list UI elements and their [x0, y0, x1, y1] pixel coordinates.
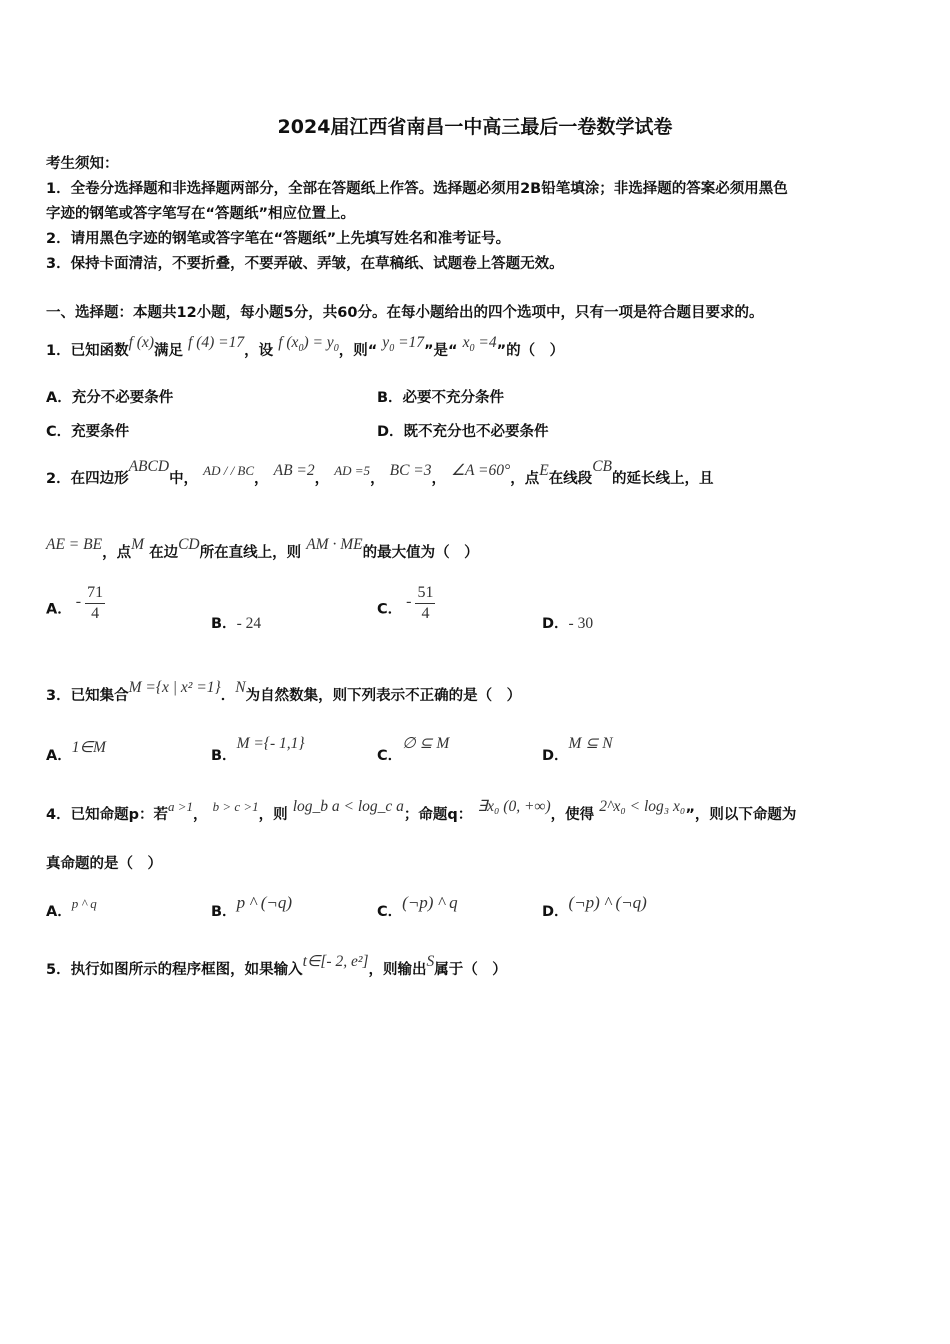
q2-math: BC =3 [389, 462, 432, 479]
q2-option-c[interactable] [377, 584, 435, 630]
q3-math: N [235, 679, 246, 696]
q4-math: log_b a < log_c a [292, 798, 404, 815]
option-value: - 24 [236, 615, 262, 632]
q4-text: ，则 [258, 807, 288, 823]
q1-text: 1．已知函数 [46, 343, 129, 359]
q4-math: ∃x₀ (0, +∞) [477, 798, 551, 815]
fraction: $\frac{51}{4}$ [417, 584, 434, 622]
q2-option-a[interactable] [46, 584, 105, 630]
q4-text: ；命题q： [403, 807, 473, 823]
option-label: C． [377, 748, 403, 764]
q5-text: 5．执行如图所示的程序框图，如果输入 [46, 962, 303, 978]
q1-option-a[interactable]: A．充分不必要条件 [46, 390, 174, 406]
option-label: B． [211, 616, 237, 632]
q1-text: ，设 [244, 343, 274, 359]
q1-text: 满足 [153, 343, 183, 359]
q4-option-b[interactable] [211, 893, 293, 921]
option-label: B． [211, 748, 237, 764]
q2-text: 所在直线上，则 [199, 545, 302, 561]
q2-math: CB [592, 458, 612, 475]
option-value: - 30 [568, 615, 594, 632]
q3-option-a[interactable] [46, 739, 106, 765]
question-3 [46, 679, 522, 705]
q4-math: b > c >1 [212, 799, 259, 814]
q1-option-c[interactable]: C．充要条件 [46, 424, 130, 440]
q2-text: 2．在四边形 [46, 471, 129, 487]
q1-option-d[interactable]: D．既不充分也不必要条件 [377, 424, 549, 440]
q2-math: AD =5 [334, 463, 371, 478]
q1-text: ”是“ [424, 343, 458, 359]
q1-text: ，则“ [338, 343, 378, 359]
q5-text: ，则输出 [368, 962, 427, 978]
q2-text: ，点 [102, 545, 132, 561]
q2-text: 在边 [149, 545, 179, 561]
question-2-line-1: 2．在四边形ABCD中， AD / / BC， AB =2， AD =5， BC =3， ∠A =60°，点E在线段CB的延长线上，且 [46, 458, 714, 487]
option-sign: - [75, 592, 82, 610]
q2-text: ，点 [510, 471, 540, 487]
question-5 [46, 953, 507, 979]
option-label: A． [46, 601, 72, 618]
q1-math: $y_0 =17$ [382, 334, 425, 355]
q2-math: E [539, 462, 549, 479]
notice-item-3: 3．保持卡面清洁，不要折叠，不要弄破、弄皱，在草稿纸、试题卷上答题无效。 [46, 256, 564, 272]
notice-item-1a: 1．全卷分选择题和非选择题两部分，全部在答题纸上作答。选择题必须用2B铅笔填涂；非选择题的答案必须用黑色 [46, 181, 788, 197]
q2-text: 的最大值为（ ） [362, 545, 479, 561]
q2-math: AM · ME [306, 536, 363, 553]
q4-text: ，使得 [550, 807, 595, 823]
option-value: p ^ (¬q) [236, 893, 293, 912]
q2-option-d[interactable] [542, 612, 593, 633]
q2-text: 中， [169, 471, 199, 487]
q1-math: $x_0 =4$ [462, 334, 497, 355]
q5-math: S [426, 953, 435, 970]
option-label: C． [377, 904, 403, 920]
q4-text: ”，则以下命题为 [685, 807, 797, 823]
option-value: M ={- 1,1} [236, 735, 305, 752]
q5-math: t∈[- 2, e²] [302, 953, 369, 970]
option-label: D． [542, 748, 569, 764]
q2-math: M [131, 536, 145, 553]
q2-text: 的延长线上，且 [612, 471, 714, 487]
fraction: $\frac{71}{4}$ [87, 584, 104, 622]
option-label: A． [46, 904, 72, 920]
option-label: B． [211, 904, 237, 920]
notice-item-2: 2．请用黑色字迹的钢笔或答字笔在“答题纸”上先填写姓名和准考证号。 [46, 231, 511, 247]
option-value: M ⊆ N [568, 735, 613, 752]
option-sign: - [406, 592, 412, 610]
option-value: ∅ ⊆ M [402, 735, 450, 752]
q3-option-b[interactable] [211, 735, 305, 765]
q2-option-b[interactable] [211, 612, 261, 633]
q3-math: M ={x | x² =1} [128, 679, 221, 696]
q3-text: 3．已知集合 [46, 688, 129, 704]
q4-math: a >1 [167, 799, 193, 814]
question-4-line-1: 4．已知命题p：若a >1， b > c >1，则 log_b a < log_c a；命题q： ∃x₀ (0, +∞)，使得 2^x₀ < log₃ x₀”，则以下命题为 [46, 798, 797, 823]
option-value: (¬p) ^ q [402, 893, 458, 912]
q2-math: AD / / BC [203, 463, 255, 478]
notice-item-1b: 字迹的钢笔或答字笔写在“答题纸”相应位置上。 [46, 206, 356, 222]
q1-math: f $(x_0) = y_0$ [278, 334, 339, 355]
q4-math: 2^x₀ < log₃ x₀ [599, 798, 686, 815]
question-4-line-2: 真命题的是（ ） [46, 856, 162, 872]
option-label: D． [542, 904, 569, 920]
q1-text: ”的（ ） [496, 343, 565, 359]
q4-option-c[interactable] [377, 893, 458, 921]
q1-math: f (x) [128, 334, 154, 351]
q2-math: ABCD [128, 458, 170, 475]
q4-option-d[interactable] [542, 893, 647, 921]
question-1 [46, 334, 565, 362]
q2-math: CD [178, 536, 200, 553]
q3-option-c[interactable] [377, 735, 450, 765]
q3-option-d[interactable] [542, 735, 613, 765]
section-heading: 一、选择题：本题共12小题，每小题5分，共60分。在每小题给出的四个选项中，只有一项是符合题目要求的。 [46, 305, 764, 321]
q4-option-a[interactable] [46, 896, 97, 921]
q2-math: AB =2 [273, 462, 315, 479]
option-value: 1∈M [71, 739, 106, 756]
q2-math: ∠A =60° [451, 462, 511, 479]
page-title: 2024届江西省南昌一中高三最后一卷数学试卷 [277, 116, 673, 138]
q3-text: 为自然数集，则下列表示不正确的是（ ） [245, 688, 522, 704]
option-value: (¬p) ^ (¬q) [568, 893, 647, 912]
option-value: p ^ q [71, 896, 97, 911]
option-label: A． [46, 748, 72, 764]
option-label: C． [377, 601, 403, 618]
q5-text: 属于（ ） [434, 962, 507, 978]
q3-text: ． [220, 688, 236, 704]
question-2-line-2 [46, 536, 479, 562]
q1-option-b[interactable]: B．必要不充分条件 [377, 390, 505, 406]
q4-text: 4．已知命题p：若 [46, 807, 168, 823]
notice-heading: 考生须知： [46, 156, 119, 172]
q2-math: AE = BE [46, 536, 103, 553]
q1-math: f (4) =17 [188, 334, 245, 351]
option-label: D． [542, 616, 569, 632]
q2-text: 在线段 [548, 471, 593, 487]
